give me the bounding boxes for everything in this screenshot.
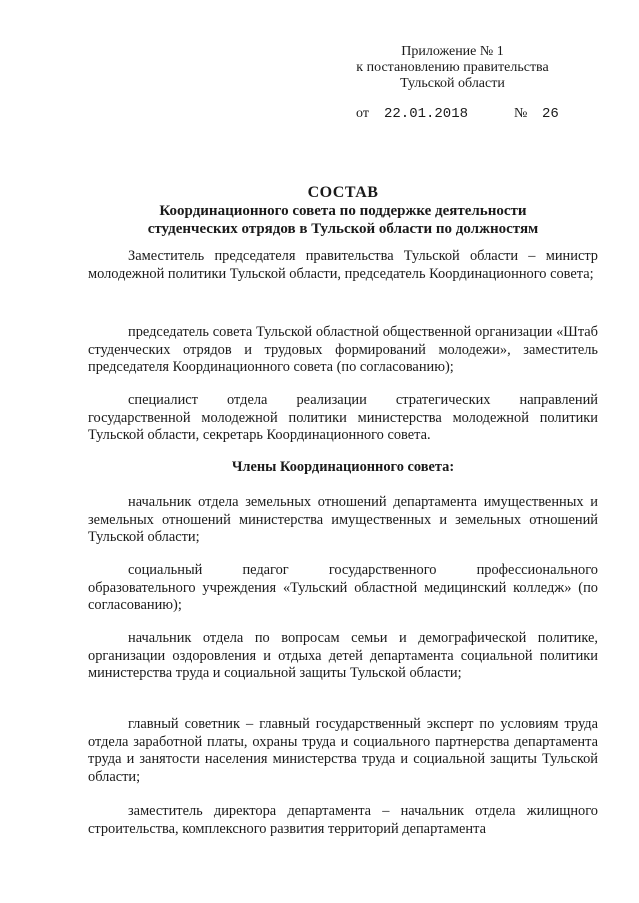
appendix-line-3: Тульской области — [400, 76, 505, 91]
appendix-line-2: к постановлению правительства — [356, 60, 549, 75]
appendix-line-1: Приложение № 1 — [401, 44, 504, 59]
registration-number-label: № — [514, 106, 528, 121]
title-main: СОСТАВ — [307, 184, 379, 201]
appendix-block — [330, 44, 575, 92]
paragraph-chairman: Заместитель председателя правительства Тульской области – министр молодежной политики Тульской области, председатель Координационного совета; — [88, 248, 598, 282]
paragraph-secretary: специалист отдела реализации стратегических направлений государственной молодежной политики министерства молодежной политики Тульской области, секретарь Координационного совета. — [88, 392, 598, 444]
registration-date: 22.01.2018 — [384, 106, 469, 122]
member-item: главный советник – главный государственный эксперт по условиям труда отдела заработной платы, охраны труда и социального партнерства департамента труда и занятости населения министерства труда и социальной защиты Тульской области; — [88, 716, 598, 785]
member-item: социальный педагог государственного профессионального образовательного учреждения «Тульский областной медицинский колледж» (по согласованию); — [88, 562, 598, 614]
member-item: начальник отдела земельных отношений департамента имущественных и земельных отношений министерства имущественных и земельных отношений Тульской области; — [88, 494, 598, 546]
document-title — [88, 184, 598, 238]
member-item: заместитель директора департамента – начальник отдела жилищного строительства, комплексного развития территорий департамента — [88, 803, 598, 837]
registration-number: 26 — [542, 106, 559, 122]
paragraph-deputy-chairman: председатель совета Тульской областной общественной организации «Штаб студенческих отрядов и трудовых формирований молодежи», заместитель председателя Координационного совета (по согласованию); — [88, 324, 598, 376]
members-heading: Члены Координационного совета: — [231, 459, 455, 475]
registration-prefix: от — [356, 106, 369, 121]
member-item: начальник отдела по вопросам семьи и демографической политике, организации оздоровления и отдыха детей департамента социальной политики министерства труда и социальной защиты Тульской области; — [88, 630, 598, 682]
title-line-2: Координационного совета по поддержке деятельности — [159, 203, 527, 219]
title-line-3: студенческих отрядов в Тульской области по должностям — [147, 221, 539, 237]
